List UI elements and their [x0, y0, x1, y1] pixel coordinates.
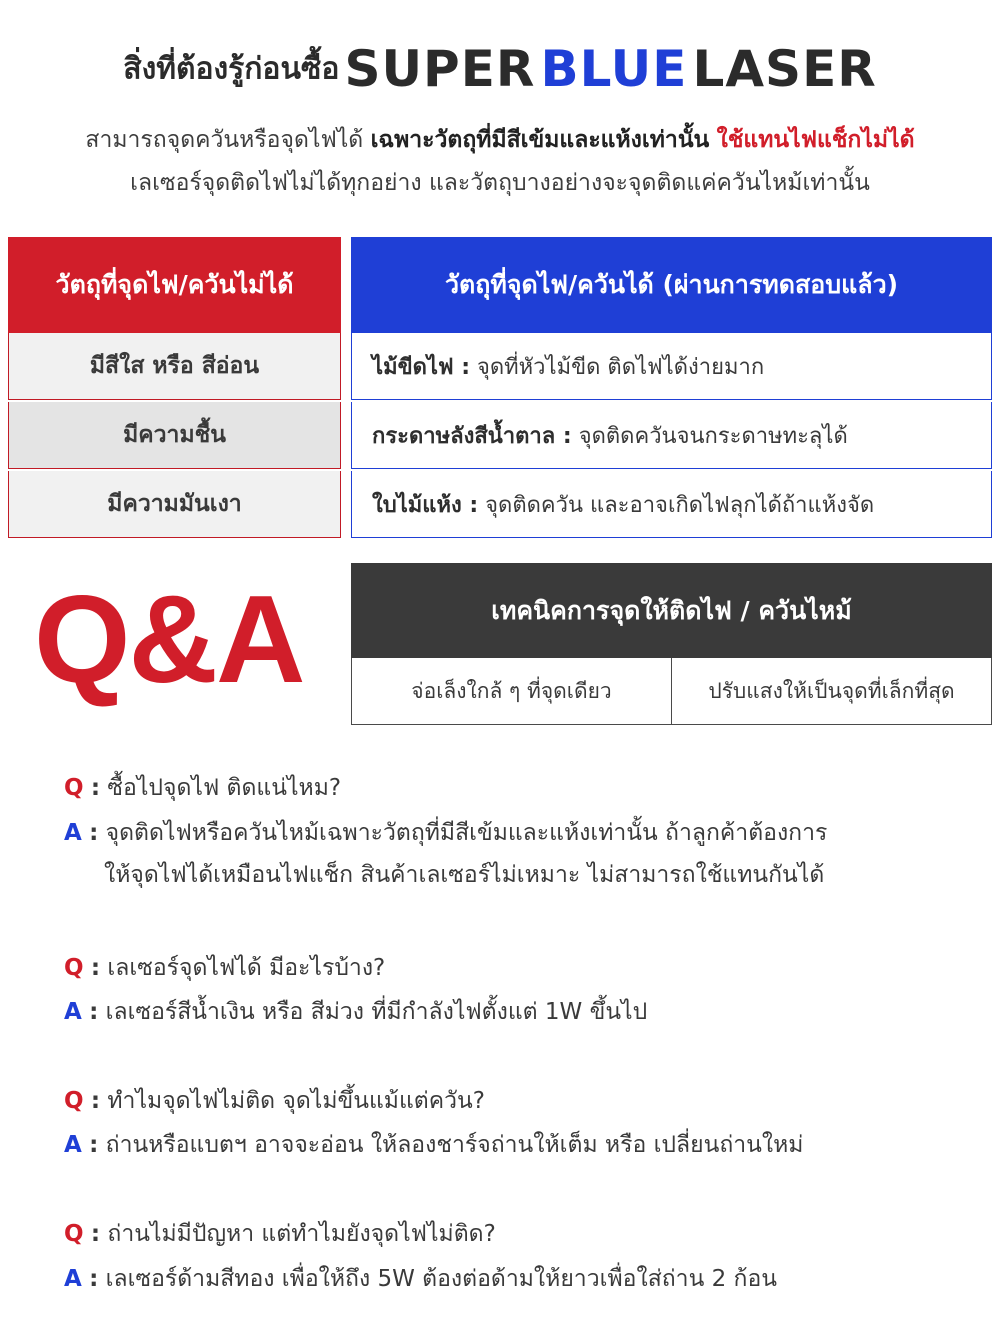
- answer-text: เลเซอร์ด้ามสีทอง เพื่อให้ถึง 5W ต้องต่อด้ามให้ยาวเพื่อใส่ถ่าน 2 ก้อน: [105, 1266, 778, 1292]
- intro-bold: เฉพาะวัตถุที่มีสีเข้มและแห้งเท่านั้น: [370, 127, 710, 153]
- intro-line-1: [0, 122, 1000, 158]
- cannot-item: มีความชื้น: [8, 402, 341, 469]
- q-marker: Q: [64, 955, 84, 981]
- a-marker: A: [64, 999, 82, 1025]
- answer: A : ถ่านหรือแบตฯ อาจจะอ่อน ให้ลองชาร์จถ่านให้เต็ม หรือ เปลี่ยนถ่านใหม่: [64, 1132, 804, 1158]
- q-marker: Q: [64, 1088, 84, 1114]
- can-item: [351, 333, 992, 400]
- cannot-item: มีความมันเงา: [8, 471, 341, 538]
- can-item-desc: จุดติดควันจนกระดาษทะลุได้: [578, 423, 848, 449]
- cannot-header: วัตถุที่จุดไฟ/ควันไม่ได้: [8, 237, 341, 333]
- qa-title: Q&A: [34, 571, 304, 709]
- q-marker: Q: [64, 775, 84, 801]
- a-marker: A: [64, 1266, 82, 1292]
- page-title: [0, 40, 1000, 98]
- answer: A : เลเซอร์สีน้ำเงิน หรือ สีม่วง ที่มีกำลังไฟตั้งแต่ 1W ขึ้นไป: [64, 999, 648, 1025]
- question-text: ซื้อไปจุดไฟ ติดแน่ไหม?: [107, 775, 342, 801]
- answer: A : จุดติดไฟหรือควันไหม้เฉพาะวัตถุที่มีสีเข้มและแห้งเท่านั้น ถ้าลูกค้าต้องการ: [64, 820, 828, 846]
- question-text: ถ่านไม่มีปัญหา แต่ทำไมยังจุดไฟไม่ติด?: [107, 1221, 496, 1247]
- question: Q : ถ่านไม่มีปัญหา แต่ทำไมยังจุดไฟไม่ติด?: [64, 1221, 496, 1247]
- a-marker: A: [64, 1132, 82, 1158]
- can-item-label: กระดาษลังสีน้ำตาล :: [372, 423, 572, 449]
- intro-line-2: เลเซอร์จุดติดไฟไม่ได้ทุกอย่าง และวัตถุบางอย่างจะจุดติดแค่ควันไหม้เท่านั้น: [130, 170, 870, 196]
- can-item-desc: จุดติดควัน และอาจเกิดไฟลุกได้ถ้าแห้งจัด: [485, 492, 875, 518]
- can-header: วัตถุที่จุดไฟ/ควันได้ (ผ่านการทดสอบแล้ว): [351, 237, 992, 333]
- can-item: [351, 471, 992, 538]
- intro-warning: ใช้แทนไฟแช็กไม่ได้: [716, 127, 915, 153]
- question: Q : ซื้อไปจุดไฟ ติดแน่ไหม?: [64, 775, 342, 801]
- answer-text: จุดติดไฟหรือควันไหม้เฉพาะวัตถุที่มีสีเข้มและแห้งเท่านั้น ถ้าลูกค้าต้องการ: [105, 820, 828, 846]
- answer-continued: ให้จุดไฟได้เหมือนไฟแช็ก สินค้าเลเซอร์ไม่เหมาะ ไม่สามารถใช้แทนกันได้: [104, 862, 825, 888]
- answer: A : เลเซอร์ด้ามสีทอง เพื่อให้ถึง 5W ต้องต่อด้ามให้ยาวเพื่อใส่ถ่าน 2 ก้อน: [64, 1266, 778, 1292]
- technique-tip: จ่อเล็งใกล้ ๆ ที่จุดเดียว: [411, 678, 612, 703]
- a-marker: A: [64, 820, 82, 846]
- can-item: [351, 402, 992, 469]
- can-item-desc: จุดที่หัวไม้ขีด ติดไฟได้ง่ายมาก: [477, 354, 765, 380]
- title-thai: สิ่งที่ต้องรู้ก่อนซื้อ: [123, 51, 340, 87]
- answer-text: ถ่านหรือแบตฯ อาจจะอ่อน ให้ลองชาร์จถ่านให้เต็ม หรือ เปลี่ยนถ่านใหม่: [105, 1132, 804, 1158]
- technique-row: [351, 658, 992, 725]
- title-super: SUPER: [344, 40, 536, 98]
- q-marker: Q: [64, 1221, 84, 1247]
- technique-header: เทคนิคการจุดให้ติดไฟ / ควันไหม้: [351, 563, 992, 658]
- technique-tip: ปรับแสงให้เป็นจุดที่เล็กที่สุด: [671, 658, 991, 724]
- question: Q : ทำไมจุดไฟไม่ติด จุดไม่ขึ้นแม้แต่ควัน?: [64, 1088, 485, 1114]
- answer-text: เลเซอร์สีน้ำเงิน หรือ สีม่วง ที่มีกำลังไฟตั้งแต่ 1W ขึ้นไป: [105, 999, 648, 1025]
- title-laser: LASER: [692, 40, 877, 98]
- title-blue: BLUE: [540, 40, 688, 98]
- question-text: เลเซอร์จุดไฟได้ มีอะไรบ้าง?: [107, 955, 386, 981]
- intro-plain: สามารถจุดควันหรือจุดไฟได้: [85, 127, 364, 153]
- question-text: ทำไมจุดไฟไม่ติด จุดไม่ขึ้นแม้แต่ควัน?: [107, 1088, 485, 1114]
- cannot-item: มีสีใส หรือ สีอ่อน: [8, 333, 341, 400]
- can-item-label: ไม้ขีดไฟ :: [372, 354, 470, 380]
- question: Q : เลเซอร์จุดไฟได้ มีอะไรบ้าง?: [64, 955, 386, 981]
- can-item-label: ใบไม้แห้ง :: [372, 492, 479, 518]
